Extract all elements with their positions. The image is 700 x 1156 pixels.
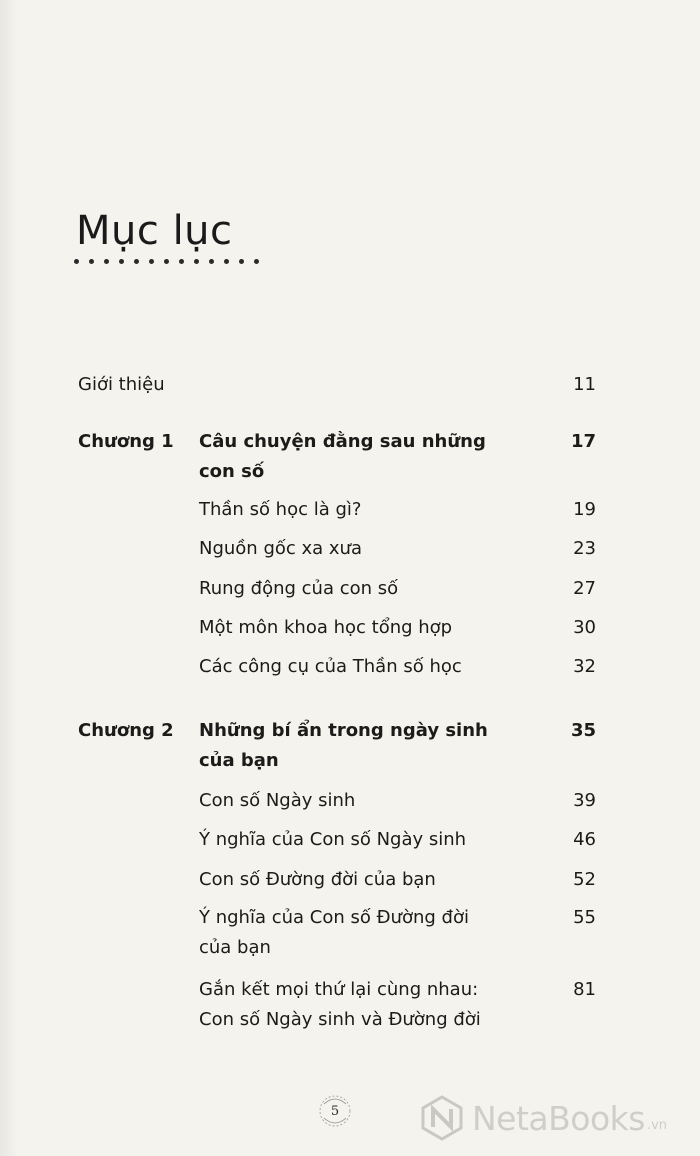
toc-page-number: 81 — [573, 979, 596, 1000]
toc-entry-text: Ý nghĩa của Con số Đường đời — [199, 907, 469, 928]
toc-entry-text: Một môn khoa học tổng hợp — [199, 617, 453, 638]
toc-page-number: 19 — [573, 499, 596, 520]
divider-dot — [254, 259, 259, 264]
divider-dot — [104, 259, 109, 264]
watermark-suffix: .vn — [646, 1117, 668, 1133]
toc-page-number: 55 — [573, 907, 596, 928]
toc-entry-text: Gắn kết mọi thứ lại cùng nhau: — [199, 979, 479, 1000]
divider-dot — [134, 259, 139, 264]
divider-dot — [179, 259, 184, 264]
watermark-brand: NetaBooks — [472, 1098, 645, 1138]
toc-entry-text: Ý nghĩa của Con số Ngày sinh — [199, 829, 467, 850]
toc-page-number: 32 — [573, 656, 596, 677]
chapter-title-continued: của bạn — [199, 750, 279, 771]
divider-dot — [194, 259, 199, 264]
toc-page-number: 35 — [570, 720, 596, 741]
toc-page-number: 27 — [573, 578, 596, 599]
watermark — [418, 1090, 690, 1146]
title-dot-divider — [74, 259, 284, 269]
toc-entry-text: Con số Đường đời của bạn — [199, 869, 436, 890]
toc-entry-text: Các công cụ của Thần số học — [199, 656, 462, 677]
toc-page-number: 17 — [570, 431, 596, 452]
toc-entry-text-continued: Con số Ngày sinh và Đường đời — [199, 1009, 481, 1030]
toc-entry-text: Rung động của con số — [199, 578, 399, 599]
divider-dot — [164, 259, 169, 264]
toc-page-number: 23 — [573, 538, 596, 559]
toc-entry-text-continued: của bạn — [199, 937, 271, 958]
toc-page-number: 30 — [573, 617, 596, 638]
page-title: Mục lục — [76, 208, 233, 254]
toc-page-number: 11 — [573, 374, 596, 395]
toc-entry-text: Con số Ngày sinh — [199, 790, 356, 811]
chapter-label: Chương 1 — [78, 431, 174, 452]
divider-dot — [239, 259, 244, 264]
toc-entry-text: Thần số học là gì? — [199, 499, 362, 520]
divider-dot — [209, 259, 214, 264]
divider-dot — [74, 259, 79, 264]
toc-entry-label: Giới thiệu — [78, 374, 165, 395]
chapter-title: Những bí ẩn trong ngày sinh — [199, 720, 488, 741]
toc-page-number: 52 — [573, 869, 596, 890]
chapter-title: Câu chuyện đằng sau những — [199, 431, 486, 452]
chapter-title-continued: con số — [199, 461, 265, 482]
page-number: 5 — [330, 1104, 340, 1119]
divider-dot — [224, 259, 229, 264]
toc-page-number: 46 — [573, 829, 596, 850]
chapter-label: Chương 2 — [78, 720, 174, 741]
toc-entry-text: Nguồn gốc xa xưa — [199, 538, 362, 559]
divider-dot — [119, 259, 124, 264]
divider-dot — [89, 259, 94, 264]
toc-page-number: 39 — [573, 790, 596, 811]
divider-dot — [149, 259, 154, 264]
netabooks-logo-icon — [418, 1094, 466, 1142]
